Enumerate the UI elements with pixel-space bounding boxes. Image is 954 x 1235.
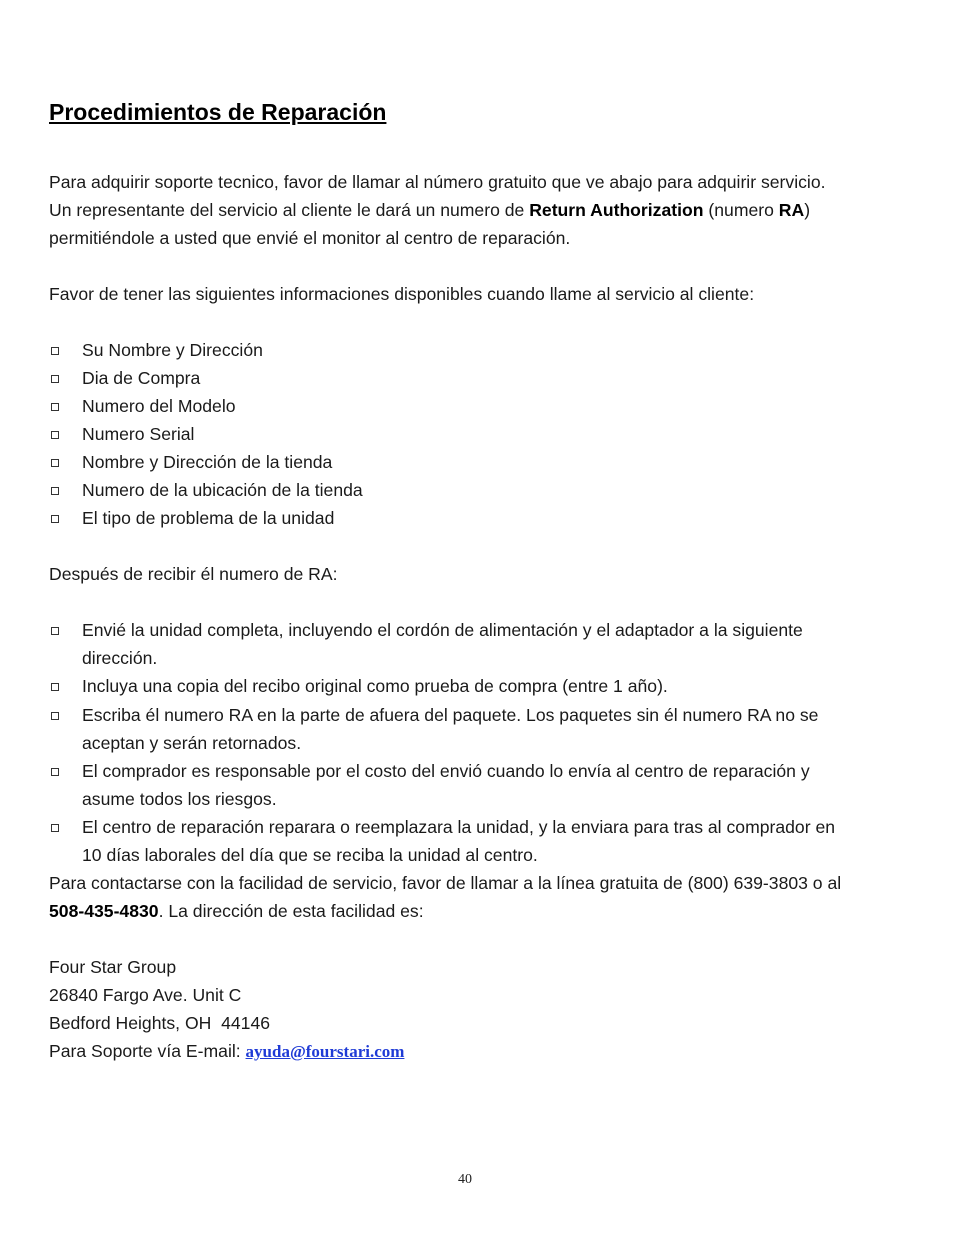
contact-line-1: Para contactarse con la facilidad de servicio, favor de llamar a la línea gratuita de (800) 639-3803 o al [49, 873, 842, 893]
list-item: Dia de Compra [49, 364, 899, 392]
page-title: Procedimientos de Reparación [49, 99, 387, 125]
page-number: 40 [458, 1172, 472, 1187]
intro-line-2: Un representante del servicio al cliente le dará un numero de Return Authorization (numero RA) [49, 200, 811, 220]
checkbox-bullet-icon [51, 683, 59, 691]
info-list [49, 336, 899, 532]
phone-number: 508-435-4830 [49, 901, 159, 921]
intro-line-3: permitiéndole a usted que envié el monitor al centro de reparación. [49, 228, 571, 248]
checkbox-bullet-icon [51, 403, 59, 411]
info-prompt: Favor de tener las siguientes informaciones disponibles cuando llame al servicio al cliente: [49, 284, 755, 304]
address-city: Bedford Heights, OH 44146 [49, 1013, 271, 1033]
checkbox-bullet-icon [51, 487, 59, 495]
checkbox-bullet-icon [51, 627, 59, 635]
checkbox-bullet-icon [51, 459, 59, 467]
email-line: Para Soporte vía E-mail: ayuda@fourstari.com [49, 1041, 405, 1061]
checkbox-bullet-icon [51, 347, 59, 355]
checkbox-bullet-icon [51, 375, 59, 383]
after-ra-prompt: Después de recibir él numero de RA: [49, 564, 338, 584]
intro-paragraph [49, 168, 899, 252]
address-block [49, 953, 899, 1066]
steps-list [49, 616, 899, 869]
list-item: Numero del Modelo [49, 392, 899, 420]
support-email-link[interactable]: ayuda@fourstari.com [245, 1042, 405, 1061]
list-item: El tipo de problema de la unidad [49, 504, 899, 532]
ra-term: RA [778, 200, 805, 220]
list-item: Nombre y Dirección de la tienda [49, 448, 899, 476]
checkbox-bullet-icon [51, 768, 59, 776]
contact-paragraph [49, 869, 899, 925]
list-item: El comprador es responsable por el costo del envió cuando lo envía al centro de reparación y asume todos los riesgos. [49, 757, 899, 813]
list-item: Incluya una copia del recibo original como prueba de compra (entre 1 año). [49, 672, 899, 700]
list-item: Envié la unidad completa, incluyendo el cordón de alimentación y el adaptador a la siguiente dirección. [49, 616, 899, 672]
return-authorization-term: Return Authorization [529, 200, 704, 220]
list-item: Escriba él numero RA en la parte de afuera del paquete. Los paquetes sin él numero RA no se aceptan y serán retornados. [49, 701, 899, 757]
checkbox-bullet-icon [51, 431, 59, 439]
list-item: El centro de reparación reparara o reemplazara la unidad, y la enviara para tras al comprador en 10 días laborales del día que se reciba la unidad al centro. [49, 813, 899, 869]
address-street: 26840 Fargo Ave. Unit C [49, 985, 242, 1005]
checkbox-bullet-icon [51, 712, 59, 720]
intro-line-1: Para adquirir soporte tecnico, favor de llamar al número gratuito que ve abajo para adquirir servicio. [49, 172, 826, 192]
list-item: Su Nombre y Dirección [49, 336, 899, 364]
address-company: Four Star Group [49, 957, 177, 977]
checkbox-bullet-icon [51, 824, 59, 832]
list-item: Numero de la ubicación de la tienda [49, 476, 899, 504]
checkbox-bullet-icon [51, 515, 59, 523]
list-item: Numero Serial [49, 420, 899, 448]
contact-line-2: 508-435-4830. La dirección de esta facilidad es: [49, 901, 424, 921]
